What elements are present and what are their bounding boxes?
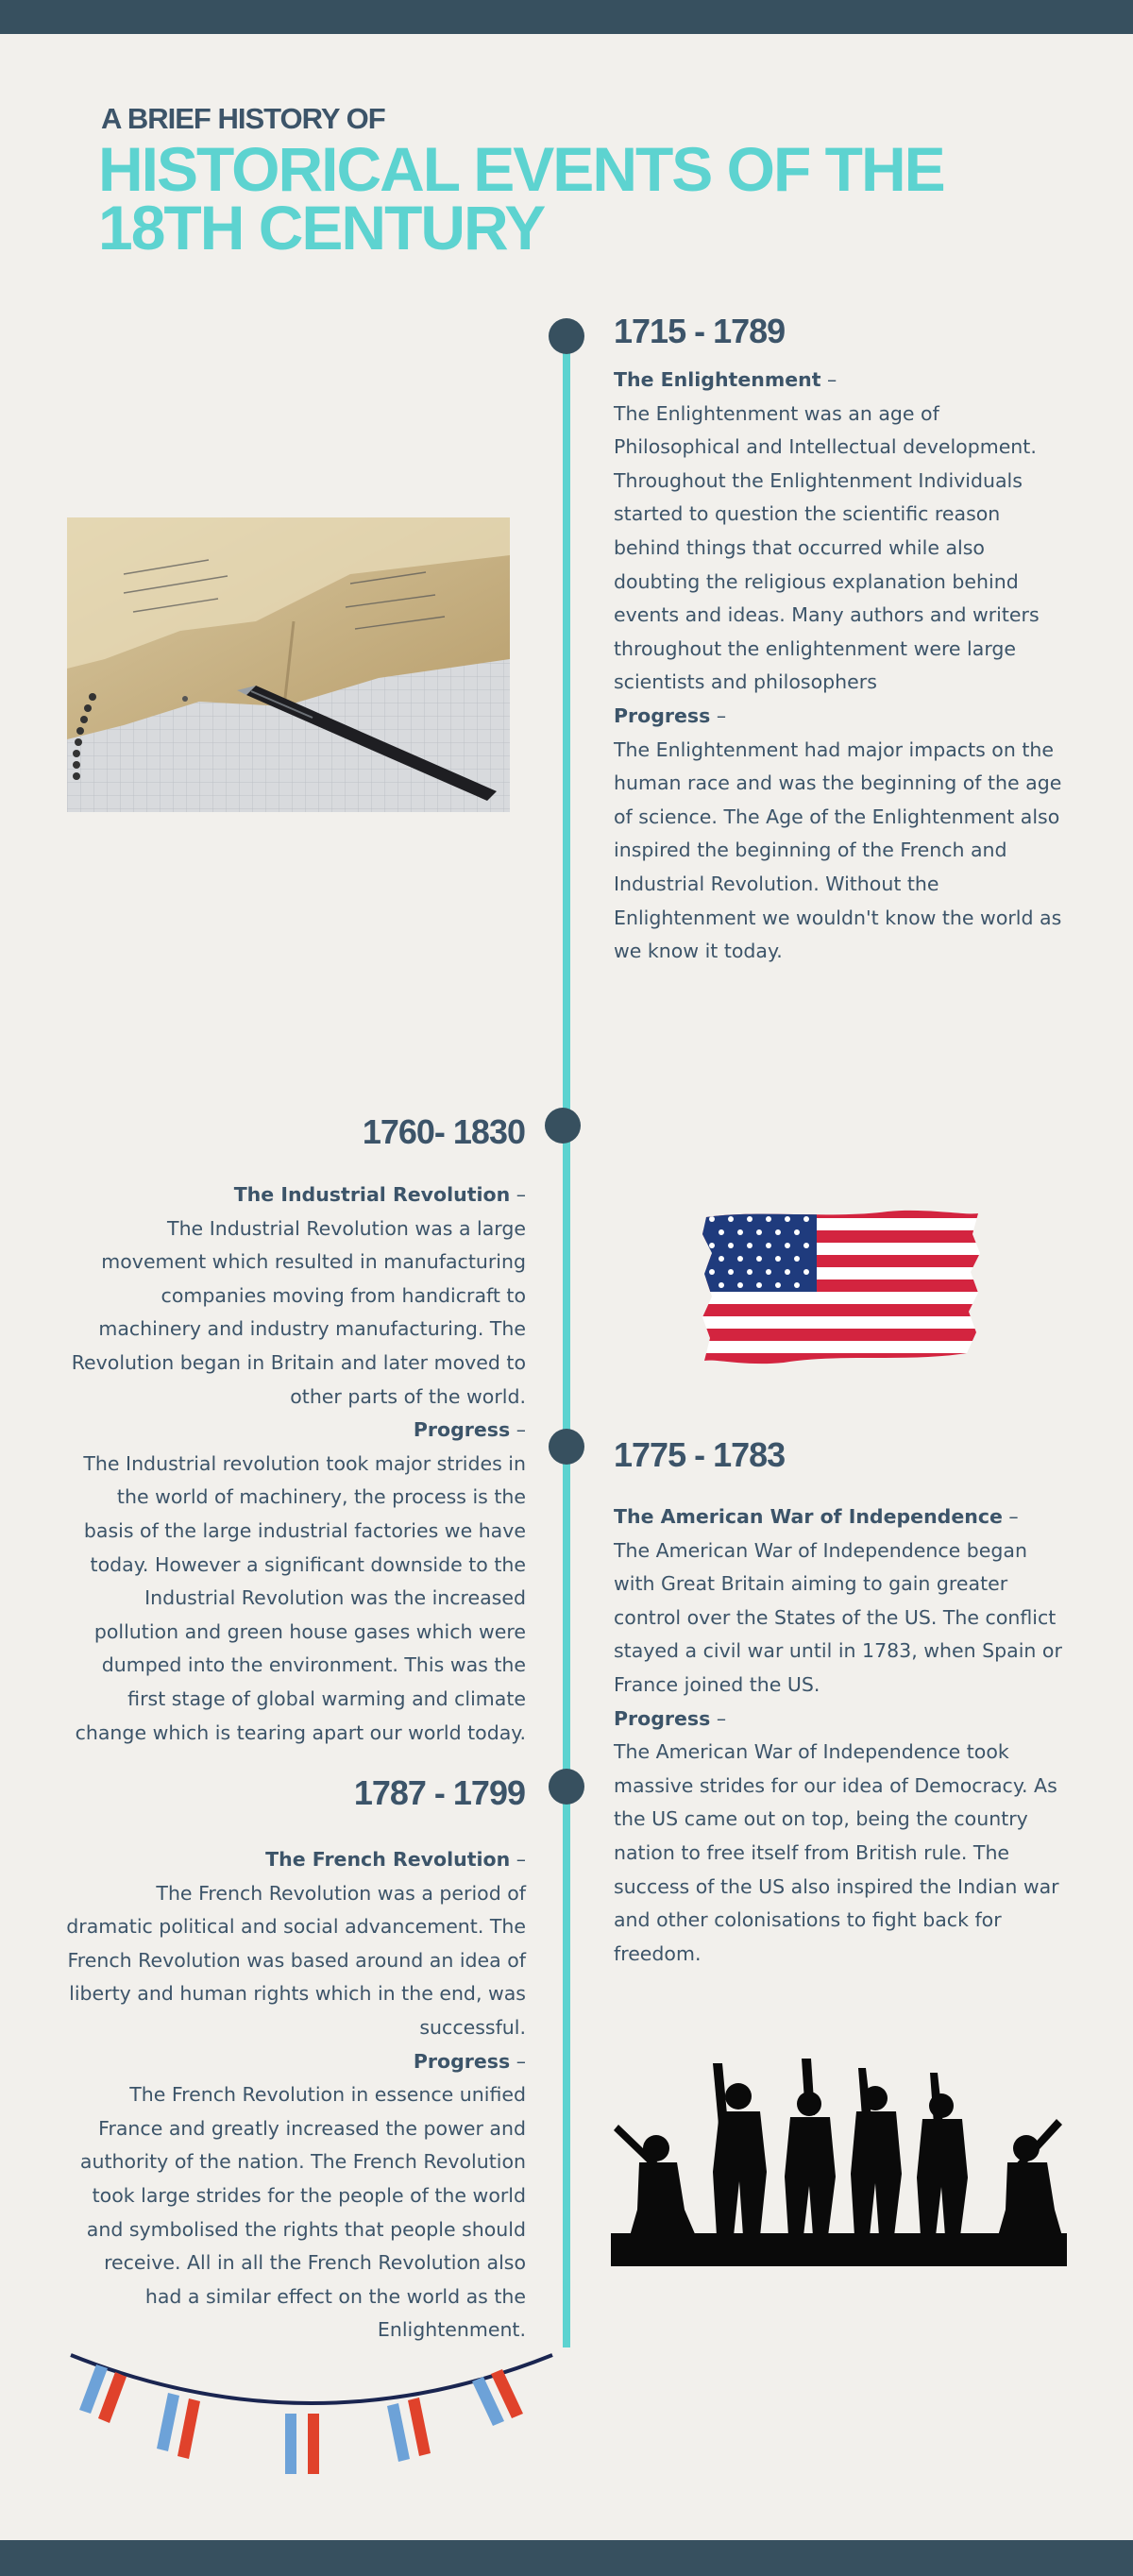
page-kicker: A BRIEF HISTORY OF	[101, 102, 385, 135]
event-enlightenment: The Enlightenment – The Enlightenment was an age of Philosophical and Intellectual development. Throughout the Enlightenment Individuals started to question the scientific reason behind things that occurred while also doubting the religious explanation behind events and ideas. Many authors and writers throughout the enlightenment were large scientists and philosophers Progress – The Enlightenment had major impacts on the human race and was the beginning of the age of science. The Age of the Enlightenment also inspired the beginning of the French and Industrial Revolution. Without the Enlightenment we wouldn't know the world as we know it today.	[614, 364, 1067, 969]
timeline-dot	[549, 1769, 584, 1805]
event-years: 1760- 1830	[362, 1112, 525, 1151]
event-progress: The French Revolution in essence unified France and greatly increased the power and authority of the nation. The French Revolution took large strides for the people of the world and symbolised the rights that people should receive. All in all the French Revolution also had a similar effect on the world as the Enlightenment.	[79, 2083, 526, 2342]
timeline-dot	[545, 1108, 581, 1144]
progress-label: Progress	[614, 1706, 711, 1730]
event-heading: The French Revolution	[265, 1848, 511, 1871]
event-progress: The Enlightenment had major impacts on the human race and was the beginning of the age of science. The Age of the Enlightenment also inspired the beginning of the French and Industrial Revolution. Without the Enlightenment we wouldn't know the world as we know it today.	[614, 737, 1062, 963]
timeline-dot	[549, 1429, 584, 1465]
top-bar	[0, 0, 1133, 34]
event-description: The French Revolution was a period of dramatic political and social advancement. The French Revolution was based around an idea of liberty and human rights which in the end, was successful.	[66, 1881, 526, 2039]
event-progress: The American War of Independence took massive strides for our idea of Democracy. As the US came out on top, being the country nation to free itself from British rule. The success of the US also inspired the Indian war and other colonisations to fight back for freedom.	[614, 1740, 1059, 1965]
event-heading: The Industrial Revolution	[233, 1183, 511, 1206]
event-industrial-revolution: The Industrial Revolution – The Industrial Revolution was a large movement which resulted in manufacturing companies moving from handicraft to machinery and industry manufacturing. The Revolution began in Britain and later moved to other parts of the world. Progress – The Industrial revolution took major strides in the world of machinery, the process is the basis of the large industrial factories we have today. However a significant downside to the Industrial Revolution was the increased pollution and green house gases which were dumped into the environment. This was the first stage of global warming and climate change which is tearing apart our world today.	[66, 1178, 526, 1750]
timeline-line	[563, 336, 570, 2347]
event-heading: The American War of Independence	[614, 1505, 1003, 1528]
event-progress: The Industrial revolution took major strides in the world of machinery, the process is the basis of the large industrial factories we have today. However a significant downside to the Industrial Revolution was the increased pollution and green house gases which were dumped into the environment. This was the first stage of global warming and climate change which is tearing apart our world today.	[75, 1451, 526, 1744]
event-american-war: The American War of Independence – The American War of Independence began with Great Britain aiming to gain greater control over the States of the US. The conflict stayed a civil war until in 1783, when Spain or France joined the US. Progress – The American War of Independence took massive strides for our idea of Democracy. As the US came out on top, being the country nation to free itself from British rule. The success of the US also inspired the Indian war and other colonisations to fight back for freedom.	[614, 1500, 1067, 1971]
event-heading: The Enlightenment	[614, 368, 821, 391]
event-french-revolution: The French Revolution – The French Revolution was a period of dramatic political and social advancement. The French Revolution was based around an idea of liberty and human rights which in the end, was successful. Progress – The French Revolution in essence unified France and greatly increased the power and authority of the nation. The French Revolution took large strides for the people of the world and symbolised the rights that people should receive. All in all the French Revolution also had a similar effect on the world as the Enlightenment.	[66, 1843, 526, 2347]
progress-label: Progress	[413, 1418, 511, 1442]
event-description: The Enlightenment was an age of Philosophical and Intellectual development. Throughout the Enlightenment Individuals started to question the scientific reason behind things that occurred while also doubting the religious explanation behind events and ideas. Many authors and writers throughout the enlightenment were large scientists and philosophers	[614, 401, 1040, 694]
book-and-pen-photo	[67, 517, 510, 812]
event-description: The American War of Independence began with Great Britain aiming to gain greater control over the States of the US. The conflict stayed a civil war until in 1783, when Spain or France joined the US.	[614, 1538, 1062, 1696]
event-years: 1775 - 1783	[614, 1435, 786, 1474]
page-title: HISTORICAL EVENTS OF THE 18TH CENTURY	[98, 134, 944, 263]
soldier-silhouettes	[611, 2059, 1067, 2266]
progress-label: Progress	[614, 703, 711, 727]
event-years: 1787 - 1799	[353, 1773, 525, 1812]
event-description: The Industrial Revolution was a large movement which resulted in manufacturing companies moving from handicraft to machinery and industry manufacturing. The Revolution began in Britain and later moved to other parts of the world.	[71, 1216, 526, 1408]
event-years: 1715 - 1789	[614, 312, 786, 350]
french-bunting	[66, 2347, 557, 2527]
american-flag	[699, 1206, 982, 1368]
progress-label: Progress	[413, 2049, 511, 2073]
timeline-dot	[549, 318, 584, 354]
bottom-bar	[0, 2540, 1133, 2576]
